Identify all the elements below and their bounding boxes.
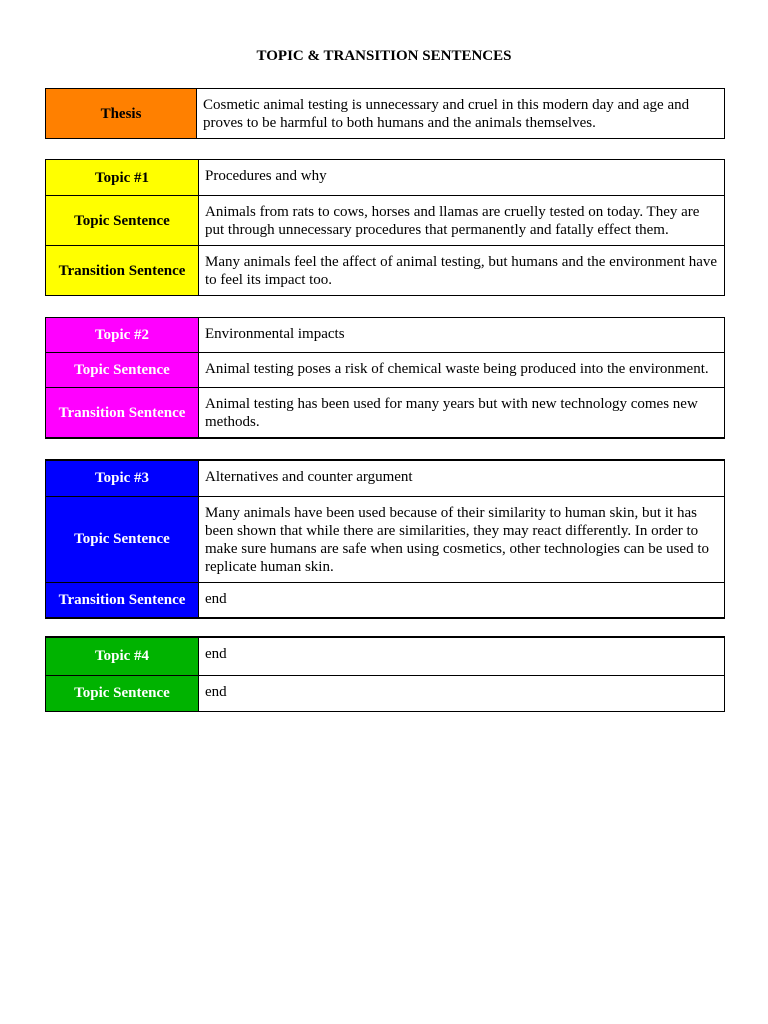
topic2-row — [46, 318, 725, 353]
topic1-sentence-label: Topic Sentence — [46, 196, 199, 246]
topic3-sentence-text: Many animals have been used because of their similarity to human skin, but it has been shown that while there are similarities, they may react differently. In order to make sure humans are safe when using cosmetics, other technologies can be used to replicate human skin. — [199, 496, 725, 582]
topic1-sentence-row — [46, 196, 725, 246]
page-title: TOPIC & TRANSITION SENTENCES — [256, 48, 512, 64]
topic1-table — [45, 159, 725, 296]
topic4-row — [46, 637, 725, 675]
topic2-transition-label: Transition Sentence — [46, 388, 199, 439]
topic1-label: Topic #1 — [46, 160, 199, 196]
thesis-text: Cosmetic animal testing is unnecessary and cruel in this modern day and age and proves to be harmful to both humans and the animals themselves. — [197, 89, 725, 139]
topic2-transition-text: Animal testing has been used for many years but with new technology comes new methods. — [199, 388, 725, 439]
topic4-sentence-label: Topic Sentence — [46, 675, 199, 711]
topic3-transition-row — [46, 582, 725, 618]
topic1-text: Procedures and why — [199, 160, 725, 196]
topic4-label: Topic #4 — [46, 637, 199, 675]
topic2-table — [45, 317, 725, 439]
topic4-table — [45, 636, 725, 712]
topic1-transition-text: Many animals feel the affect of animal testing, but humans and the environment have to feel its impact too. — [199, 246, 725, 296]
topic3-label: Topic #3 — [46, 460, 199, 496]
topic3-transition-label: Transition Sentence — [46, 582, 199, 618]
topic1-transition-label: Transition Sentence — [46, 246, 199, 296]
topic1-row — [46, 160, 725, 196]
topic4-sentence-text: end — [199, 675, 725, 711]
topic2-text: Environmental impacts — [199, 318, 725, 353]
topic3-sentence-row — [46, 496, 725, 582]
thesis-row — [46, 89, 725, 139]
topic2-sentence-row — [46, 353, 725, 388]
topic2-label: Topic #2 — [46, 318, 199, 353]
topic2-sentence-label: Topic Sentence — [46, 353, 199, 388]
thesis-table — [45, 88, 725, 139]
topic3-transition-text: end — [199, 582, 725, 618]
topic4-sentence-row — [46, 675, 725, 711]
topic3-text: Alternatives and counter argument — [199, 460, 725, 496]
topic4-text: end — [199, 637, 725, 675]
topic1-sentence-text: Animals from rats to cows, horses and llamas are cruelly tested on today. They are put through unnecessary procedures that permanently and fatally effect them. — [199, 196, 725, 246]
topic3-table — [45, 459, 725, 619]
topic2-sentence-text: Animal testing poses a risk of chemical waste being produced into the environment. — [199, 353, 725, 388]
topic3-row — [46, 460, 725, 496]
topic2-transition-row — [46, 388, 725, 439]
topic3-sentence-label: Topic Sentence — [46, 496, 199, 582]
thesis-label: Thesis — [46, 89, 197, 139]
topic1-transition-row — [46, 246, 725, 296]
